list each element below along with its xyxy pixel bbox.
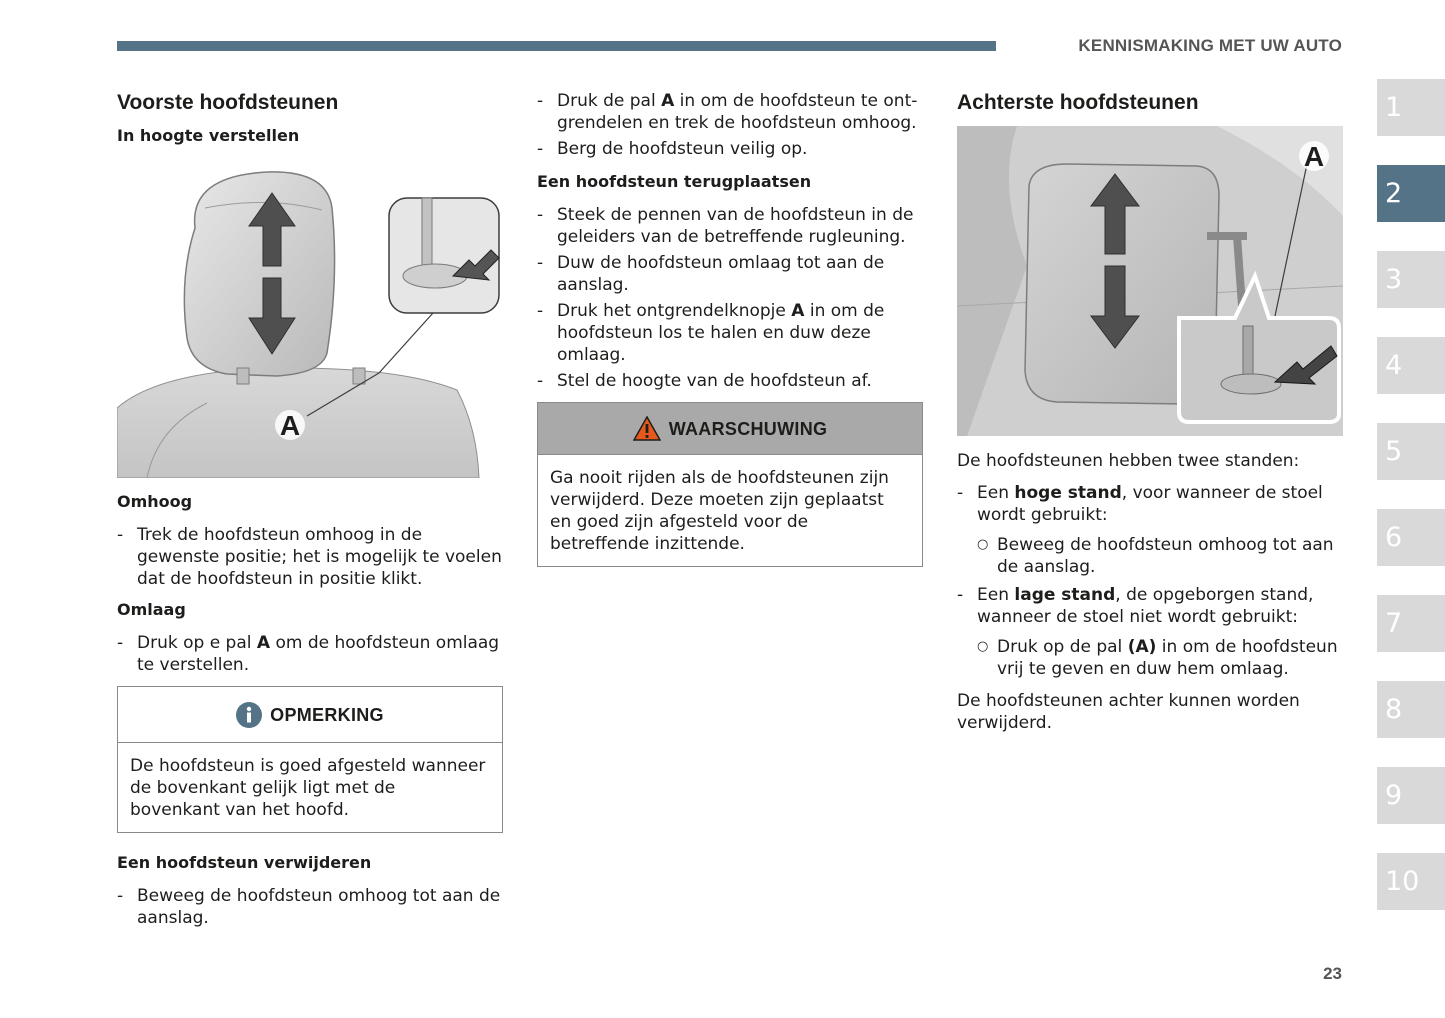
- warning-label: WAARSCHUWING: [668, 418, 828, 439]
- chapter-tab-1[interactable]: 1: [1377, 79, 1445, 136]
- section-heading-front: Voorste hoofdsteunen: [117, 91, 339, 114]
- column-rear-headrests: [957, 90, 1343, 744]
- page-number: 23: [1323, 964, 1342, 983]
- list-item: - Berg de hoofdsteun veilig op.: [537, 138, 923, 160]
- list-item: - Een lage stand, de opgeborgen stand, wanneer de stoel niet wordt gebruikt: ○ Druk op de pal (A) in om de hoofdsteun vrij te geven en duw hem omlaag.: [957, 584, 1343, 680]
- note-header: [118, 687, 502, 743]
- chapter-tab-7[interactable]: 7: [1377, 595, 1445, 652]
- list-item: - Stel de hoogte van de hoofdsteun af.: [537, 370, 923, 392]
- figure-label-a: A: [279, 410, 301, 441]
- remove-list: [117, 885, 503, 929]
- subheading-remove: Een hoofdsteun verwijderen: [117, 853, 372, 872]
- replace-list: [537, 204, 923, 392]
- info-icon: [236, 702, 262, 728]
- warning-box: [537, 402, 923, 567]
- chapter-tab-8[interactable]: 8: [1377, 681, 1445, 738]
- chapter-tab-3[interactable]: 3: [1377, 251, 1445, 308]
- subheading-up: Omhoog: [117, 492, 193, 511]
- chapter-tab-5[interactable]: 5: [1377, 423, 1445, 480]
- list-item: - Trek de hoofdsteun omhoog in de gewenste positie; het is mogelijk te voelen dat de hoofdsteun in positie klikt.: [117, 524, 503, 590]
- chapter-tab-4[interactable]: 4: [1377, 337, 1445, 394]
- section-heading-rear: Achterste hoofdsteunen: [957, 91, 1199, 114]
- column-front-headrests: [117, 90, 503, 939]
- header-bar: [117, 41, 996, 51]
- warning-text: Ga nooit rijden als de hoofdsteunen zijn verwijderd. Deze moeten zijn geplaatst en goed zijn afgesteld voor de betreffende inzittende.: [550, 468, 889, 554]
- sub-list-item: ○ Beweeg de hoofdsteun omhoog tot aan de aanslag.: [977, 534, 1343, 578]
- chapter-tab-6[interactable]: 6: [1377, 509, 1445, 566]
- list-item: - Druk de pal A in om de hoofdsteun te ontgrendelen en trek de hoofdsteun omhoog.: [537, 90, 923, 134]
- chapter-tab-10[interactable]: 10: [1377, 853, 1445, 910]
- list-item: - Druk op e pal A om de hoofdsteun omlaag te verstellen.: [117, 632, 503, 676]
- list-item: - Een hoge stand, voor wanneer de stoel wordt gebruikt: ○ Beweeg de hoofdsteun omhoog tot aan de aanslag.: [957, 482, 1343, 578]
- positions-list: [957, 482, 1343, 680]
- up-list: [117, 524, 503, 590]
- subheading-down: Omlaag: [117, 600, 186, 619]
- list-item: - Beweeg de hoofdsteun omhoog tot aan de aanslag.: [117, 885, 503, 929]
- remove-continued-list: [537, 90, 923, 160]
- outro-text: De hoofdsteunen achter kunnen worden verwijderd.: [957, 691, 1300, 733]
- front-headrest-illustration: [117, 168, 503, 478]
- sub-list: [977, 534, 1343, 578]
- chapter-tab-2[interactable]: 2: [1377, 165, 1445, 222]
- sub-list-item: ○ Druk op de pal (A) in om de hoofdsteun vrij te geven en duw hem omlaag.: [977, 636, 1343, 680]
- warning-header: [538, 403, 922, 455]
- rear-headrest-illustration: [957, 126, 1343, 436]
- chapter-tab-9[interactable]: 9: [1377, 767, 1445, 824]
- down-list: [117, 632, 503, 676]
- warning-icon: [633, 416, 661, 441]
- note-box: [117, 686, 503, 833]
- note-text: De hoofdsteun is goed afgesteld wanneer de bovenkant gelijk ligt met de bovenkant van het hoofd.: [130, 756, 486, 820]
- sub-list: [977, 636, 1343, 680]
- list-item: - Druk het ontgrendelknopje A in om de hoofdsteun los te halen en duw deze omlaag.: [537, 300, 923, 366]
- subheading-height: In hoogte verstellen: [117, 126, 300, 145]
- list-item: - Duw de hoofdsteun omlaag tot aan de aanslag.: [537, 252, 923, 296]
- column-remove-replace: [537, 90, 923, 587]
- list-item: - Steek de pennen van de hoofdsteun in de geleiders van de betreffende rugleuning.: [537, 204, 923, 248]
- subheading-replace: Een hoofdsteun terugplaatsen: [537, 172, 812, 191]
- chapter-title: KENNISMAKING MET UW AUTO: [1078, 36, 1342, 55]
- figure-label-a: A: [1303, 141, 1325, 172]
- note-label: OPMERKING: [270, 704, 384, 725]
- intro-text: De hoofdsteunen hebben twee standen:: [957, 451, 1300, 471]
